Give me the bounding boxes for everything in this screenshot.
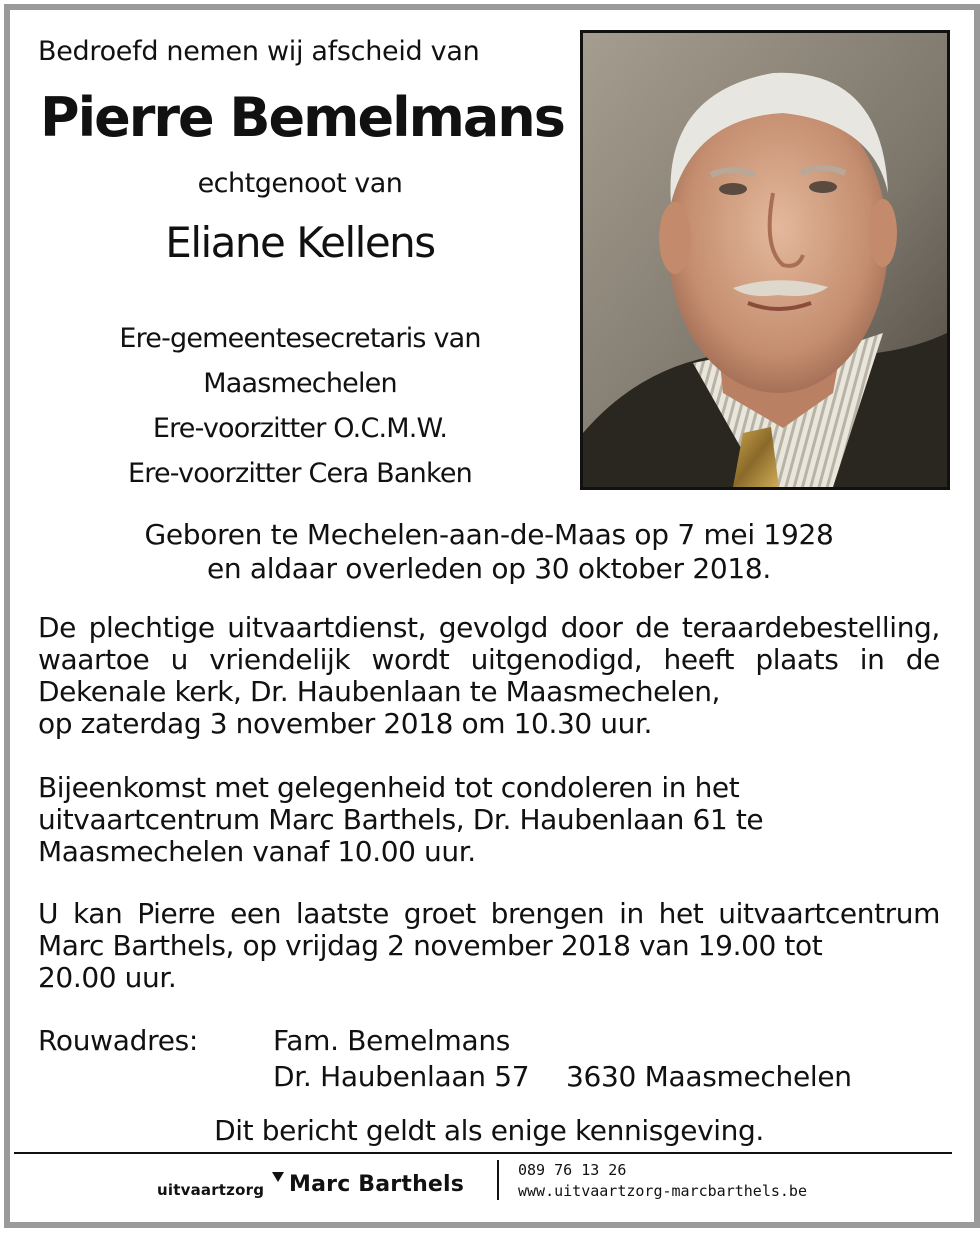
word: de [635,611,670,644]
address-street: Dr. Haubenlaan 57 [273,1060,530,1093]
word: waartoe [38,643,150,676]
footer-phone: 089 76 13 26 [518,1161,627,1179]
word: vriendelijk [209,643,351,676]
word: wordt [371,643,450,676]
funeral-line [38,612,940,644]
condolence-line: Maasmechelen vanaf 10.00 uur. [38,835,476,868]
funeral-line: Dekenale kerk, Dr. Haubenlaan te Maasmechelen, [38,675,721,708]
birth-death-info [30,518,948,586]
footer-brand-prefix: uitvaartzorg [157,1181,265,1199]
footer-brand-name: Marc Barthels [289,1172,465,1197]
word: plechtige [88,611,215,644]
spouse-name: Eliane Kellens [165,218,435,267]
condolence-line: Bijeenkomst met gelegenheid tot condoleren in het [38,771,740,804]
word: plaats [755,643,839,676]
word: u [170,643,188,676]
word: in [859,643,885,676]
farewell-line [38,898,940,930]
title-line: Ere-voorzitter O.C.M.W. [152,413,448,444]
word: kan [72,897,123,930]
triangle-down-icon [272,1172,284,1182]
died-line: en aldaar overleden op 30 oktober 2018. [206,552,772,585]
farewell-line: Marc Barthels, op vrijdag 2 november 2018 van 19.00 tot [38,929,823,962]
word: een [230,897,282,930]
footer-divider [14,1152,952,1154]
word: door [560,611,623,644]
word: heeft [663,643,735,676]
word: in [619,897,644,930]
word: brengen [490,897,605,930]
born-line: Geboren te Mechelen-aan-de-Maas op 7 mei 1928 [144,518,834,551]
intro-text: Bedroefd nemen wij afscheid van [38,36,480,67]
condolence-line: uitvaartcentrum Marc Barthels, Dr. Haubenlaan 61 te [38,803,764,836]
word: uitgenodigd, [470,643,643,676]
footer-separator [497,1160,499,1200]
word: gevolgd [438,611,548,644]
farewell-paragraph [38,898,940,994]
notice-text: Dit bericht geldt als enige kennisgeving. [214,1114,764,1147]
funeral-line [38,644,940,676]
footer-website[interactable]: www.uitvaartzorg-marcbarthels.be [518,1182,807,1200]
word: teraardebestelling, [681,611,940,644]
title-line: Ere-voorzitter Cera Banken [128,458,472,489]
condolence-paragraph [38,772,940,868]
title-line: Ere-gemeentesecretaris van [119,323,481,354]
address-label: Rouwadres: [38,1024,199,1057]
word: De [38,611,76,644]
word: groet [403,897,476,930]
funeral-paragraph [38,612,940,740]
honorary-titles [30,316,570,496]
word: uitvaartdienst, [227,611,427,644]
spouse-label: echtgenoot van [197,168,403,199]
word: uitvaartcentrum [718,897,940,930]
word: U [38,897,59,930]
word: de [905,643,940,676]
address-family: Fam. Bemelmans [273,1024,511,1057]
funeral-line: op zaterdag 3 november 2018 om 10.30 uur. [38,707,653,740]
farewell-line: 20.00 uur. [38,961,177,994]
address-city: 3630 Maasmechelen [566,1060,852,1093]
word: Pierre [137,897,216,930]
portrait-photo [580,30,950,490]
word: laatste [295,897,389,930]
deceased-name: Pierre Bemelmans [40,86,564,149]
word: het [658,897,704,930]
title-line: Maasmechelen [203,368,397,399]
